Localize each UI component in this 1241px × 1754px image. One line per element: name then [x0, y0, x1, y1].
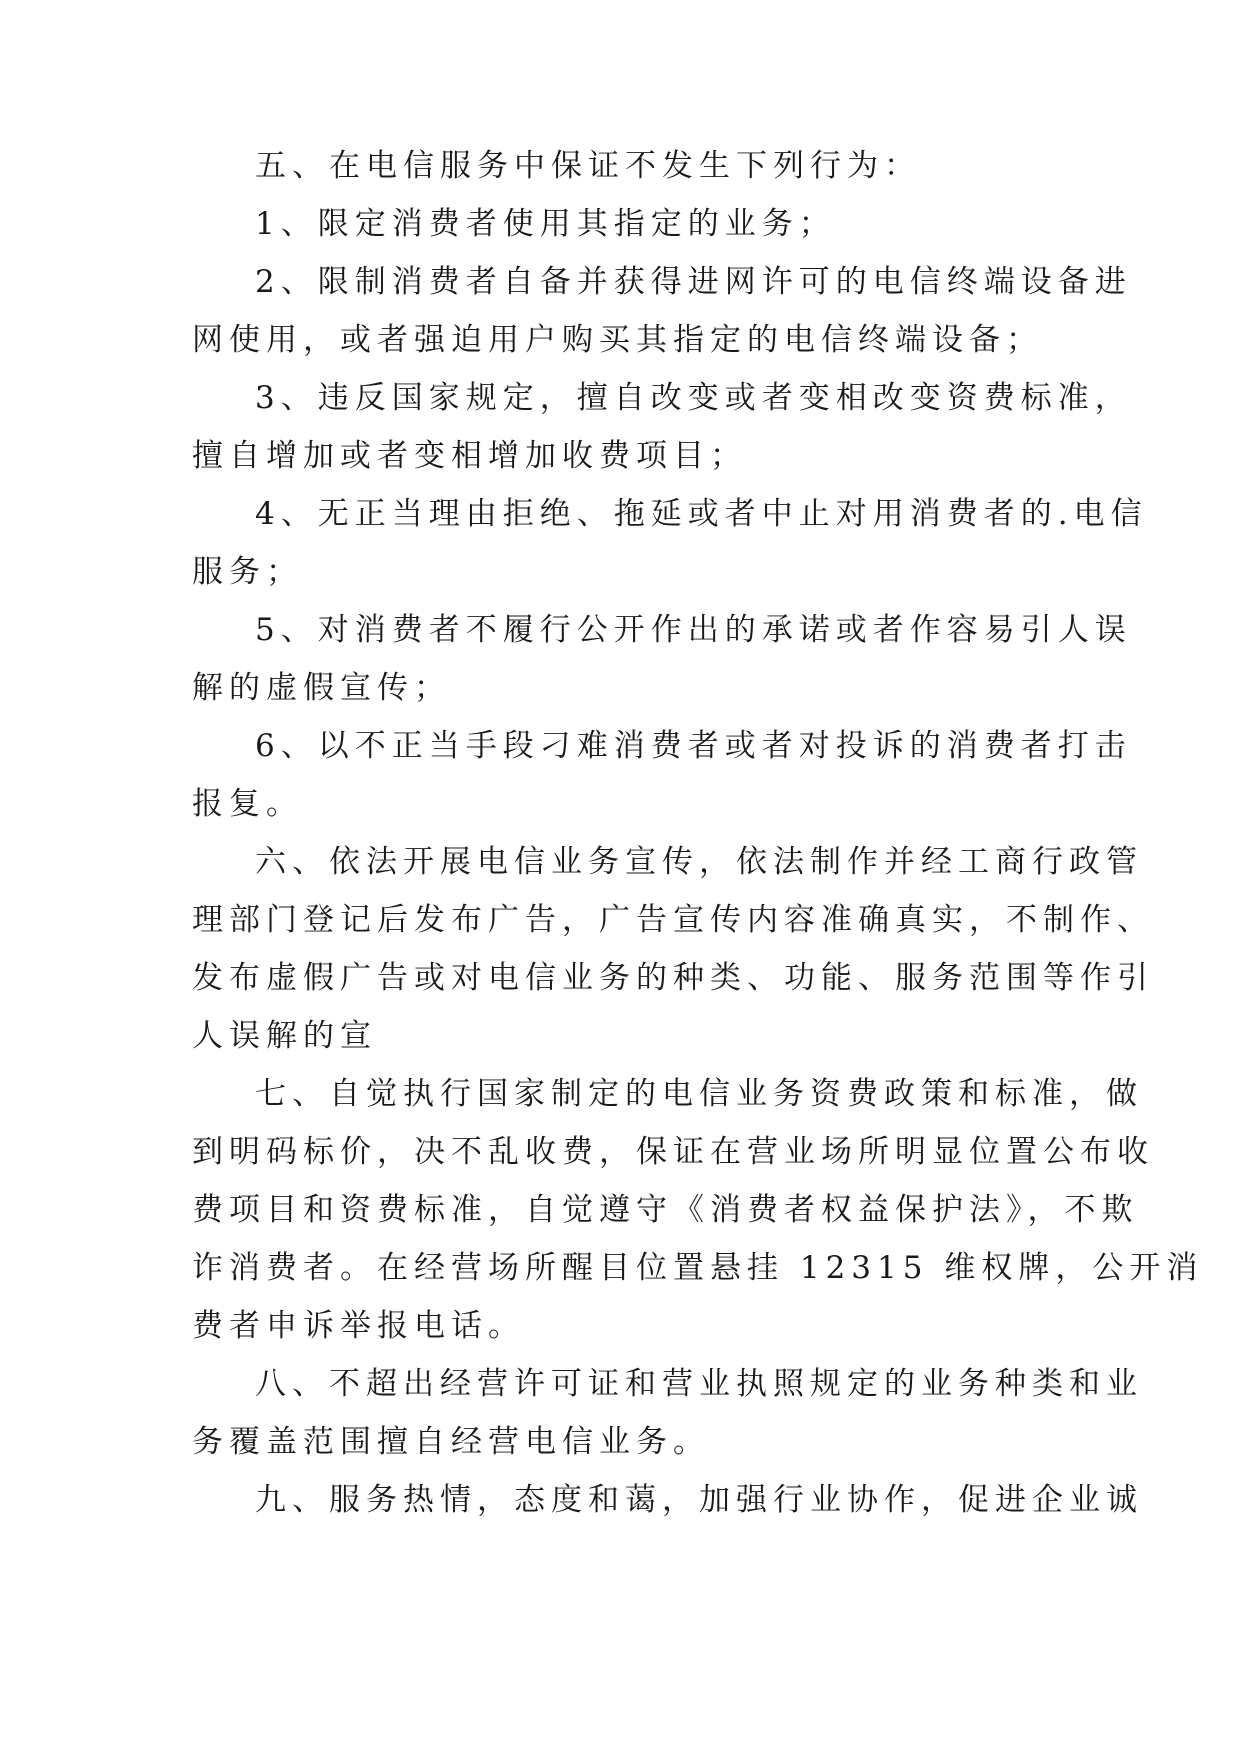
text-line: 费者申诉举报电话。: [192, 1308, 525, 1344]
text-line: 到明码标价，决不乱收费，保证在营业场所明显位置公布收: [192, 1134, 1154, 1170]
text-line: 网使用，或者强迫用户购买其指定的电信终端设备；: [192, 322, 1043, 358]
text-line: 解的虚假宣传；: [192, 670, 451, 706]
text-line: 发布虚假广告或对电信业务的种类、功能、服务范围等作引: [192, 960, 1154, 996]
text-line: 5、对消费者不履行公开作出的承诺或者作容易引人误: [255, 612, 1132, 648]
text-line: 八、不超出经营许可证和营业执照规定的业务种类和业: [255, 1366, 1143, 1402]
text-line: 报复。: [192, 786, 303, 822]
text-line: 诈消费者。在经营场所醒目位置悬挂 12315 维权牌，公开消: [192, 1250, 1204, 1286]
text-line: 擅自增加或者变相增加收费项目；: [192, 438, 747, 474]
text-line: 4、无正当理由拒绝、拖延或者中止对用消费者的.电信: [255, 496, 1148, 532]
text-line: 3、违反国家规定，擅自改变或者变相改变资费标准，: [255, 380, 1132, 416]
text-line: 理部门登记后发布广告，广告宣传内容准确真实，不制作、: [192, 902, 1154, 938]
text-line: 六、依法开展电信业务宣传，依法制作并经工商行政管: [255, 844, 1143, 880]
text-line: 1、限定消费者使用其指定的业务；: [255, 206, 836, 242]
text-line: 务覆盖范围擅自经营电信业务。: [192, 1424, 710, 1460]
text-line: 人误解的宣: [192, 1018, 377, 1054]
text-line: 七、自觉执行国家制定的电信业务资费政策和标准，做: [255, 1076, 1143, 1112]
text-line: 五、在电信服务中保证不发生下列行为：: [255, 148, 921, 184]
text-line: 服务；: [192, 554, 303, 590]
text-line: 九、服务热情，态度和蔼，加强行业协作，促进企业诚: [255, 1482, 1143, 1518]
text-line: 费项目和资费标准，自觉遵守《消费者权益保护法》，不欺: [192, 1192, 1139, 1228]
text-line: 6、以不正当手段刁难消费者或者对投诉的消费者打击: [255, 728, 1132, 764]
text-line: 2、限制消费者自备并获得进网许可的电信终端设备进: [255, 264, 1132, 300]
